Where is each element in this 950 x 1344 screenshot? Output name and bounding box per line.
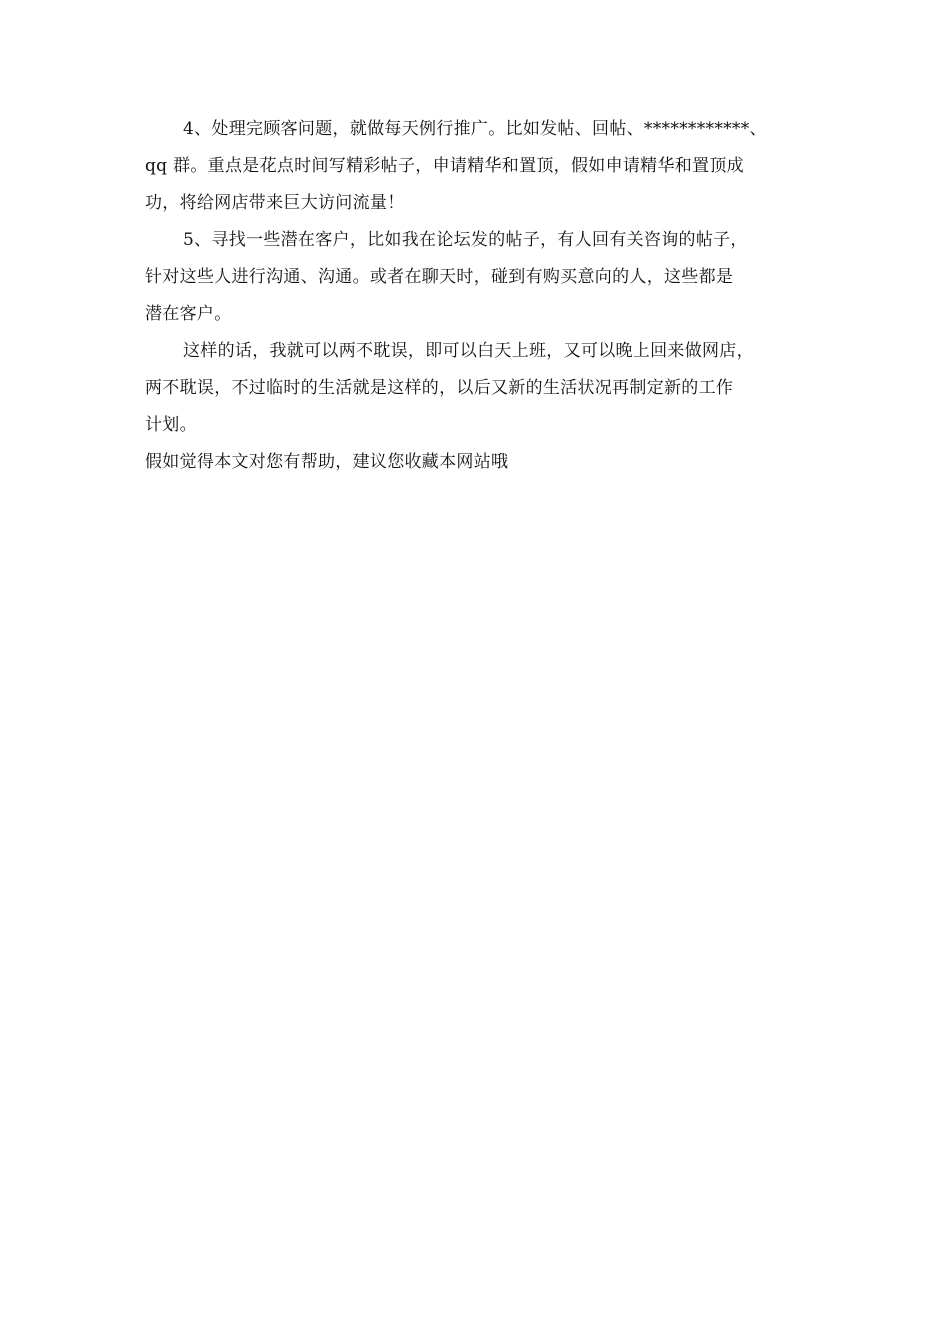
paragraph-line: 潜在客户。	[145, 304, 232, 324]
paragraph-conclusion	[145, 341, 825, 435]
paragraph-line: 针对这些人进行沟通、沟通。或者在聊天时，碰到有购买意向的人，这些都是	[145, 267, 734, 287]
document-body	[145, 119, 825, 489]
paragraph-line: 两不耽误，不过临时的生活就是这样的，以后又新的生活状况再制定新的工作	[145, 378, 734, 398]
paragraph-line: 这样的话，我就可以两不耽误，即可以白天上班，又可以晚上回来做网店，	[183, 341, 754, 361]
paragraph-line: 5、寻找一些潜在客户，比如我在论坛发的帖子，有人回有关咨询的帖子，	[183, 230, 748, 250]
footer-note: 假如觉得本文对您有帮助，建议您收藏本网站哦	[145, 452, 509, 472]
paragraph-line: qq 群。重点是花点时间写精彩帖子，申请精华和置顶，假如申请精华和置顶成	[145, 156, 744, 176]
paragraph-line: 4、处理完顾客问题，就做每天例行推广。比如发帖、回帖、************、	[183, 119, 767, 139]
paragraph-5	[145, 230, 825, 324]
paragraph-line: 计划。	[145, 415, 197, 435]
paragraph-line: 功，将给网店带来巨大访问流量！	[145, 193, 405, 213]
paragraph-4	[145, 119, 825, 213]
